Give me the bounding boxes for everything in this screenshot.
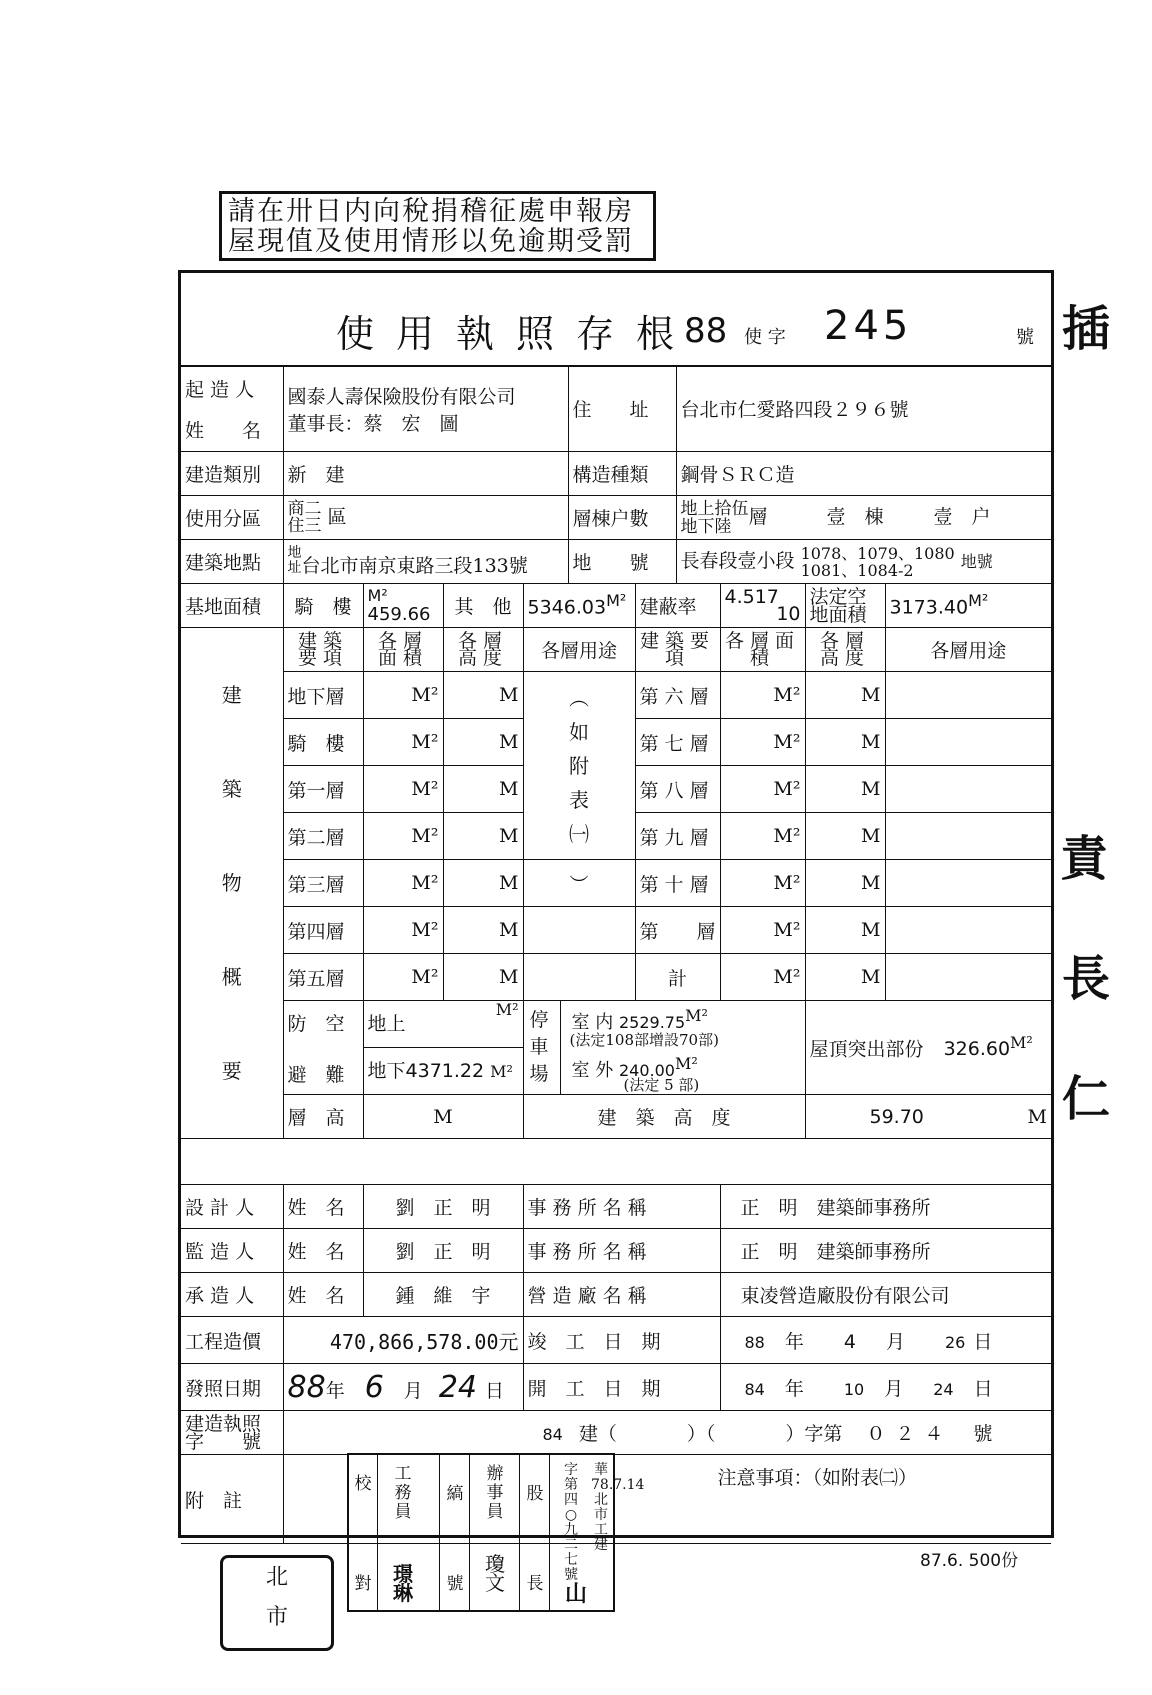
designer-label: 設 計 人: [181, 1185, 283, 1229]
coverage-label: 建蔽率: [635, 584, 720, 628]
build-type-label: 建造類別: [181, 452, 283, 496]
floor-right: 第 層: [635, 907, 720, 954]
floor-right: 第 十 層: [635, 860, 720, 907]
hdr-area-left: 各層面積: [363, 628, 443, 672]
remark-value: 注意事項：（如附表㈡）: [283, 1455, 1051, 1544]
floor-left: 第二層: [283, 813, 363, 860]
structure-label: 構造種類: [568, 452, 676, 496]
floor-left: 第四層: [283, 907, 363, 954]
side-mark-d: 仁: [1062, 1071, 1111, 1127]
tax-notice-box: [219, 191, 656, 261]
floor-right: 第 八 層: [635, 766, 720, 813]
zone-label: 使用分區: [181, 496, 283, 540]
building-height-label: 建 築 高 度: [523, 1095, 805, 1139]
floor-left: 第一層: [283, 766, 363, 813]
open-space-value: $3173.40^{M^2}$: [885, 584, 1051, 628]
title-bar: [181, 273, 1051, 367]
floor-height-label: 層 高: [283, 1095, 363, 1139]
roof-cell: 屋頂突出部份 $326.60^{M^2}$: [805, 1001, 1051, 1095]
permit-suffix: 號: [1016, 327, 1034, 348]
form-title: 使用執照存根: [336, 312, 697, 356]
floors-units-value: 地上拾伍 地下陸 層 壹 棟 壹 户: [676, 496, 1051, 540]
site-address: 地址台北市南京東路三段133號: [283, 540, 568, 584]
floors-table: 建 築 物 概 要 建築要項 各層面積 各層高度 各層用途 建築要項 各層面積 各層高度 各層用途 地下層 M² M ︵ 如 附 表 ㈠ 第 六 層 M² M 騎 樓 M² M 第 七 層 M² M 第一層 M² M 第 八 層 M² M 第二層 M² M 第 九 層 M² M 第三層 M² M ︶ 第 十 層 M² M 第四層 M² M 第 層 M² M 第五層 M² M 計 M² M 防 空 避 難 地上 M² 地下4371.22 M² 停 車 場 室 内 $2529.75^{M^2}$ (法定108部增設70部) 室 外 $240.00^{M^2}$ (法定 5 部) 屋頂突出部份 $326.60^{M^2}$ 層 高 M 建 築 高 度 59.70 M: [181, 627, 1051, 1139]
hdr-height-left: 各層高度: [443, 628, 523, 672]
completion-date: 88 年 4 月 26 日: [720, 1317, 1051, 1364]
area-table: [181, 583, 1051, 628]
shelter-label: 防 空 避 難: [283, 1001, 363, 1095]
floor-left: 騎 樓: [283, 719, 363, 766]
supervisor-label: 監 造 人: [181, 1229, 283, 1273]
usage-permit-form: [178, 270, 1054, 1538]
floor-left: 第三層: [283, 860, 363, 907]
people-table: 設 計 人 姓 名 劉 正 明 事 務 所 名 稱 正 明 建築師事務所 監 造 人 姓 名 劉 正 明 事 務 所 名 稱 正 明 建築師事務所 承 造 人 姓 名 鍾 維 宇 營 造 廠 名 稱 東凌營造廠股份有限公司 工程造價 470,866,578.00元 竣 工 日 期 88 年 4 月 26 日 發照日期 88年 6 月 24 日 開 工 日 期 84 年 10 月 24 日 建造執照 字 號 84 建（ ）（ ）字第 ０２４ 號 附 註 注意事項：（如附表㈡）: [181, 1184, 1051, 1544]
open-space-label: 法定空地面積: [805, 584, 885, 628]
hdr-area-right: 各層面積: [720, 628, 805, 672]
side-mark-a: 插: [1062, 301, 1111, 357]
use-note-cell: ︵ 如 附 表 ㈠: [523, 672, 635, 860]
site-label: 建築地點: [181, 540, 283, 584]
shelter-value: 地上 M² 地下4371.22 M²: [363, 1001, 523, 1095]
info-table: [181, 365, 1051, 584]
hdr-item-left: 建築要項: [283, 628, 363, 672]
cost-label: 工程造價: [181, 1317, 283, 1364]
owner-address: 台北市仁愛路四段２９６號: [676, 366, 1051, 452]
address-label: 住 址: [568, 366, 676, 452]
cost-value: 470,866,578.00元: [283, 1317, 523, 1364]
lot-value: 長春段壹小段 1078、1079、1080 1081、1084-2 地號: [676, 540, 1051, 584]
remark-label: 附 註: [181, 1455, 283, 1544]
print-note: 87.6. 500份: [920, 1551, 1019, 1571]
build-type-value: 新 建: [283, 452, 568, 496]
other-label: 其 他: [443, 584, 523, 628]
official-seal: 北 市: [220, 1555, 334, 1651]
building-height-value: 59.70 M: [805, 1095, 1051, 1139]
approval-stamp-box: 校 對 工務員 璟琳 縞 號 辦事員 瓊文 股 長 山 華78.7.14北市工建 字第四○九二七號: [347, 1453, 615, 1612]
permit-label: 建造執照 字 號: [181, 1411, 283, 1455]
floor-right: 第 九 層: [635, 813, 720, 860]
side-mark-b: 責: [1060, 831, 1109, 887]
arcade-label: 騎 樓: [283, 584, 363, 628]
zone-value: 商二 住三 區: [283, 496, 568, 540]
issue-date: 88年 6 月 24 日: [283, 1364, 523, 1411]
site-area-label: 基地面積: [181, 584, 283, 628]
floor-left: 第五層: [283, 954, 363, 1001]
contractor-name: 鍾 維 宇: [363, 1273, 523, 1317]
contractor-office: 東凌營造廠股份有限公司: [720, 1273, 1051, 1317]
owner-cell: [283, 366, 568, 452]
hdr-item-right: 建築要項: [635, 628, 720, 672]
permit-value: 84 建（ ）（ ）字第 ０２４ 號: [283, 1411, 1051, 1455]
designer-office: 正 明 建築師事務所: [720, 1185, 1051, 1229]
structure-value: 鋼骨ＳＲＣ造: [676, 452, 1051, 496]
floor-total: 計: [635, 954, 720, 1001]
permit-number: 245: [824, 303, 913, 349]
owner-company: 國泰人壽保險股份有限公司: [287, 385, 516, 408]
parking-cell: 停 車 場 室 内 $2529.75^{M^2}$ (法定108部增設70部) 室 外 $240.00^{M^2}$ (法定 5 部): [523, 1001, 805, 1095]
hdr-use-right: 各層用途: [885, 628, 1051, 672]
floor-left: 地下層: [283, 672, 363, 719]
section-label: 建 築 物 概 要: [181, 628, 283, 1139]
coverage-value: 4.517 10: [720, 584, 805, 628]
owner-rep: 董事長：蔡 宏 圖: [287, 412, 459, 435]
lot-label: 地 號: [568, 540, 676, 584]
permit-year: 88: [684, 311, 728, 351]
side-mark-c: 長: [1062, 951, 1111, 1007]
supervisor-name: 劉 正 明: [363, 1229, 523, 1273]
hdr-use-left: 各層用途: [523, 628, 635, 672]
designer-name: 劉 正 明: [363, 1185, 523, 1229]
notice-line-1: 請在卅日内向稅捐稽征處申報房: [228, 196, 634, 227]
owner-label: 起 造 人 姓 名: [181, 366, 283, 452]
floor-right: 第 七 層: [635, 719, 720, 766]
contractor-label: 承 造 人: [181, 1273, 283, 1317]
hdr-height-right: 各層高度: [805, 628, 885, 672]
issue-date-label: 發照日期: [181, 1364, 283, 1411]
floor-right: 第 六 層: [635, 672, 720, 719]
arcade-value: M² 459.66: [363, 584, 443, 628]
floors-units-label: 層棟户數: [568, 496, 676, 540]
start-date: 84 年 10 月 24 日: [720, 1364, 1051, 1411]
supervisor-office: 正 明 建築師事務所: [720, 1229, 1051, 1273]
other-value: $5346.03^{M^2}$: [523, 584, 635, 628]
permit-word: 使 字: [744, 327, 786, 348]
notice-line-2: 屋現值及使用情形以免逾期受罰: [228, 226, 634, 257]
